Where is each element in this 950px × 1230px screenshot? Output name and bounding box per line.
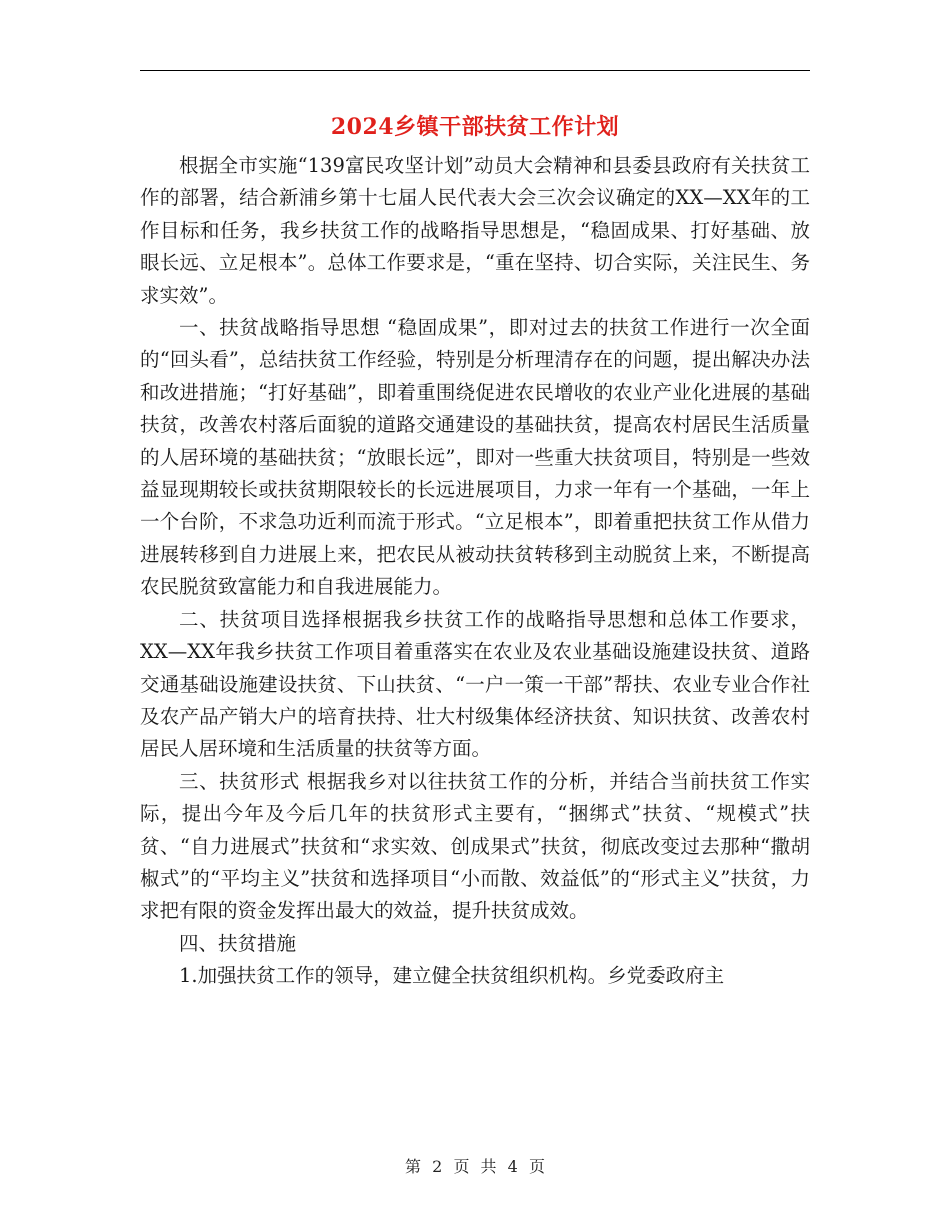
footer-current-page: 2	[432, 1157, 443, 1176]
page-footer	[0, 1154, 950, 1177]
paragraph-section-3: 三、扶贫形式 根据我乡对以往扶贫工作的分析，并结合当前扶贫工作实际，提出今年及今后几年的扶贫形式主要有，“捆绑式”扶贫、“规模式”扶贫、“自力进展式”扶贫和“求实效、创成果式”扶贫，彻底改变过去那种“撒胡椒式”的“平均主义”扶贫和选择项目“小而散、效益低”的“形式主义”扶贫，力求把有限的资金发挥出最大的效益，提升扶贫成效。	[140, 769, 810, 923]
footer-label-ye: 页	[453, 1157, 470, 1176]
paragraph-section-1: 一、扶贫战略指导思想 “稳固成果”，即对过去的扶贫工作进行一次全面的“回头看”，总结扶贫工作经验，特别是分析理清存在的问题，提出解决办法和改进措施；“打好基础”，即着重围绕促进农民增收的农业产业化进展的基础扶贫，改善农村落后面貌的道路交通建设的基础扶贫，提高农村居民生活质量的人居环境的基础扶贫；“放眼长远”，即对一些重大扶贫项目，特别是一些效益显现期较长或扶贫期限较长的长远进展项目，力求一年有一个基础，一年上一个台阶，不求急功近利而流于形式。“立足根本”，即着重把扶贫工作从借力进展转移到自力进展上来，把农民从被动扶贫转移到主动脱贫上来，不断提高农民脱贫致富能力和自我进展能力。	[140, 316, 810, 599]
footer-label-di: 第	[405, 1157, 422, 1176]
document-body	[140, 150, 810, 993]
footer-label-gong: 共	[480, 1157, 497, 1176]
paragraph-intro: 根据全市实施“139富民攻坚计划”动员大会精神和县委县政府有关扶贫工作的部署，结合新浦乡第十七届人民代表大会三次会议确定的XX—XX年的工作目标和任务，我乡扶贫工作的战略指导思想是，“稳固成果、打好基础、放眼长远、立足根本”。总体工作要求是，“重在坚持、切合实际，关注民生、务求实效”。	[140, 154, 810, 307]
footer-total-pages: 4	[507, 1157, 518, 1176]
footer-label-ye2: 页	[528, 1157, 545, 1176]
header-rule	[140, 70, 810, 71]
paragraph-measure-1: 1.加强扶贫工作的领导，建立健全扶贫组织机构。乡党委政府主	[179, 964, 725, 988]
paragraph-section-2: 二、扶贫项目选择根据我乡扶贫工作的战略指导思想和总体工作要求，XX—XX年我乡扶贫工作项目着重落实在农业及农业基础设施建设扶贫、道路交通基础设施建设扶贫、下山扶贫、“一户一策一干部”帮扶、农业专业合作社及农产品产销大户的培育扶持、壮大村级集体经济扶贫、知识扶贫、改善农村居民人居环境和生活质量的扶贫等方面。	[140, 607, 810, 761]
document-title: 2024乡镇干部扶贫工作计划	[330, 114, 620, 140]
paragraph-section-4-heading: 四、扶贫措施	[179, 931, 297, 955]
